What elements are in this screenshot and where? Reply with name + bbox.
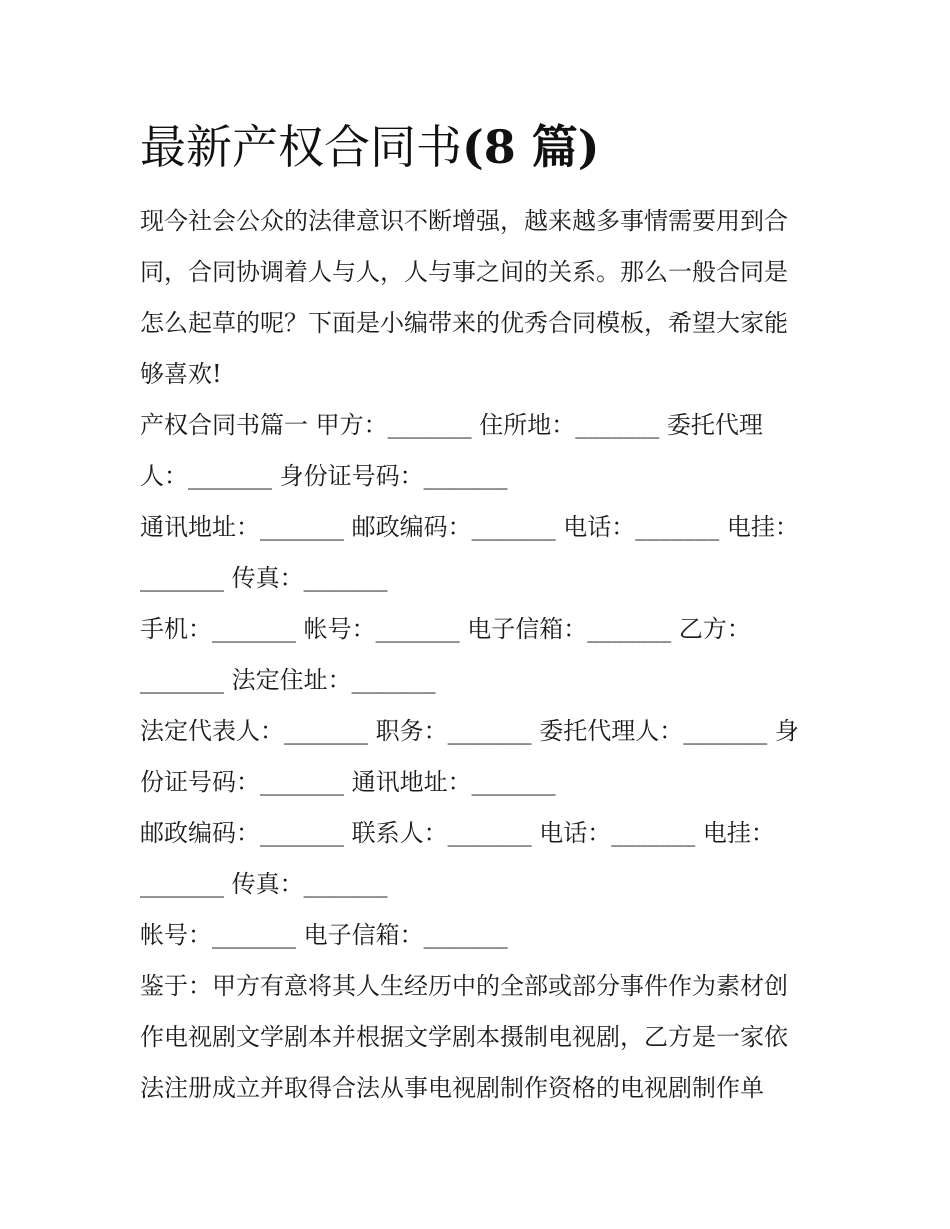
text-line: 法注册成立并取得合法从事电视剧制作资格的电视剧制作单 <box>140 1074 764 1102</box>
text-line: 鉴于：甲方有意将其人生经历中的全部或部分事件作为素材创 <box>140 972 788 1000</box>
text-line: 帐号：_______ 电子信箱：_______ <box>140 921 508 949</box>
text-line: 同，合同协调着人与人，人与事之间的关系。那么一般合同是 <box>140 258 788 286</box>
text-line: _______ 法定住址：_______ <box>140 666 436 694</box>
document-body <box>140 196 820 1114</box>
text-line: 作电视剧文学剧本并根据文学剧本摄制电视剧，乙方是一家依 <box>140 1023 788 1051</box>
text-line: 份证号码：_______ 通讯地址：_______ <box>140 768 556 796</box>
text-line: 邮政编码：_______ 联系人：_______ 电话：_______ 电挂： <box>140 819 775 847</box>
text-line: 产权合同书篇一 甲方：_______ 住所地：_______ 委托代理 <box>140 411 763 439</box>
text-line: 人：_______ 身份证号码：_______ <box>140 462 508 490</box>
title-main: 最新产权合同书 <box>140 120 462 174</box>
text-line: 怎么起草的呢？下面是小编带来的优秀合同模板，希望大家能 <box>140 309 788 337</box>
text-line: 手机：_______ 帐号：_______ 电子信箱：_______ 乙方： <box>140 615 751 643</box>
text-line: _______ 传真：_______ <box>140 870 388 898</box>
text-line: 法定代表人：_______ 职务：_______ 委托代理人：_______ 身 <box>140 717 799 745</box>
document-title <box>140 112 600 182</box>
text-line: 通讯地址：_______ 邮政编码：_______ 电话：_______ 电挂： <box>140 513 799 541</box>
text-line: 现今社会公众的法律意识不断增强，越来越多事情需要用到合 <box>140 207 788 235</box>
text-line: _______ 传真：_______ <box>140 564 388 592</box>
title-suffix: (8 篇) <box>462 120 600 174</box>
text-line: 够喜欢! <box>140 360 222 388</box>
